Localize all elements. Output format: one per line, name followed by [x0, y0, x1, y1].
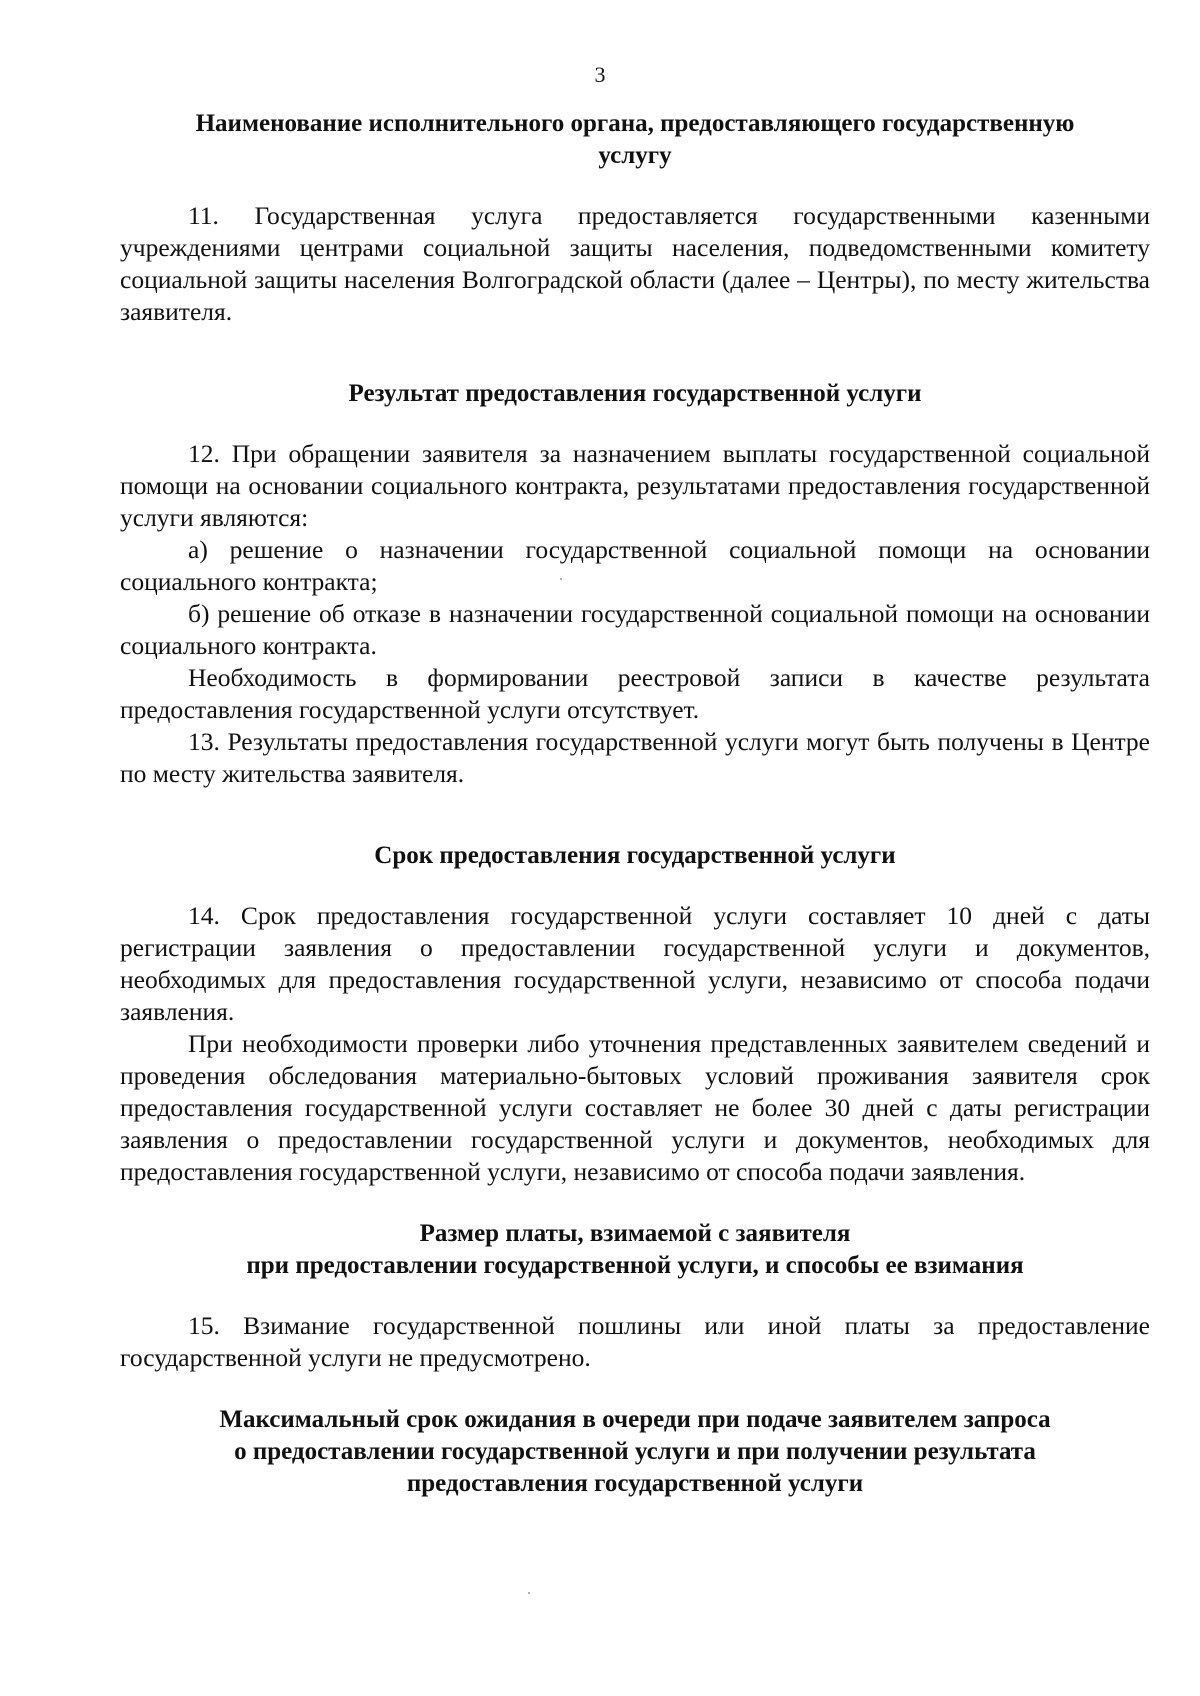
paragraph: 14. Срок предоставления государственной услуги составляет 10 дней с даты регистрации заявления о предоставлении государственной услуги и документов, необходимых для предоставления государственной услуги, независимо от способа подачи заявления.: [120, 901, 1150, 1026]
section-heading-line: Наименование исполнительного органа, предоставляющего государственную: [195, 110, 1075, 137]
section-heading: [120, 1218, 1150, 1282]
section-heading: [120, 1404, 1150, 1500]
paragraph: Необходимость в формировании реестровой записи в качестве результата предоставления государственной услуги отсутствует.: [120, 663, 1150, 724]
paragraph: 13. Результаты предоставления государственной услуги могут быть получены в Центре по месту жительства заявителя.: [120, 727, 1150, 788]
section-heading-line: услугу: [598, 142, 672, 169]
page-number: 3: [594, 62, 606, 87]
section-heading: [120, 840, 1150, 872]
section-heading-line: предоставления государственной услуги: [406, 1470, 864, 1497]
paragraph: 15. Взимание государственной пошлины или иной платы за предоставление государственной услуги не предусмотрено.: [120, 1311, 1150, 1372]
section-heading-line: Результат предоставления государственной услуги: [348, 380, 922, 407]
document-body: [120, 108, 1150, 1500]
paragraph: 12. При обращении заявителя за назначением выплаты государственной социальной помощи на основании социального контракта, результатами предоставления государственной услуги являются:: [120, 439, 1150, 532]
section-heading: [120, 108, 1150, 172]
section-heading-line: Максимальный срок ожидания в очереди при подаче заявителем запроса: [219, 1406, 1051, 1433]
section-heading-line: Срок предоставления государственной услуги: [374, 842, 896, 869]
section-heading-line: о предоставлении государственной услуги и при получении результата: [234, 1438, 1036, 1465]
scan-speck: [528, 1592, 530, 1594]
section-heading-line: при предоставлении государственной услуги, и способы ее взимания: [246, 1252, 1024, 1279]
section-heading: [120, 378, 1150, 410]
paragraph: При необходимости проверки либо уточнения представленных заявителем сведений и проведения обследования материально-бытовых условий проживания заявителя срок предоставления государственной услуги составляет не более 30 дней с даты регистрации заявления о предоставлении государственной услуги и документов, необходимых для предоставления государственной услуги, независимо от способа подачи заявления.: [120, 1029, 1150, 1186]
paragraph: б) решение об отказе в назначении государственной социальной помощи на основании социального контракта.: [120, 599, 1150, 660]
scan-speck: [560, 578, 562, 580]
paragraph: 11. Государственная услуга предоставляется государственными казенными учреждениями центрами социальной защиты населения, подведомственными комитету социальной защиты населения Волгоградской области (далее – Центры), по месту жительства заявителя.: [120, 201, 1150, 326]
section-heading-line: Размер платы, взимаемой с заявителя: [419, 1220, 851, 1247]
paragraph: а) решение о назначении государственной социальной помощи на основании социального контракта;: [120, 535, 1150, 596]
